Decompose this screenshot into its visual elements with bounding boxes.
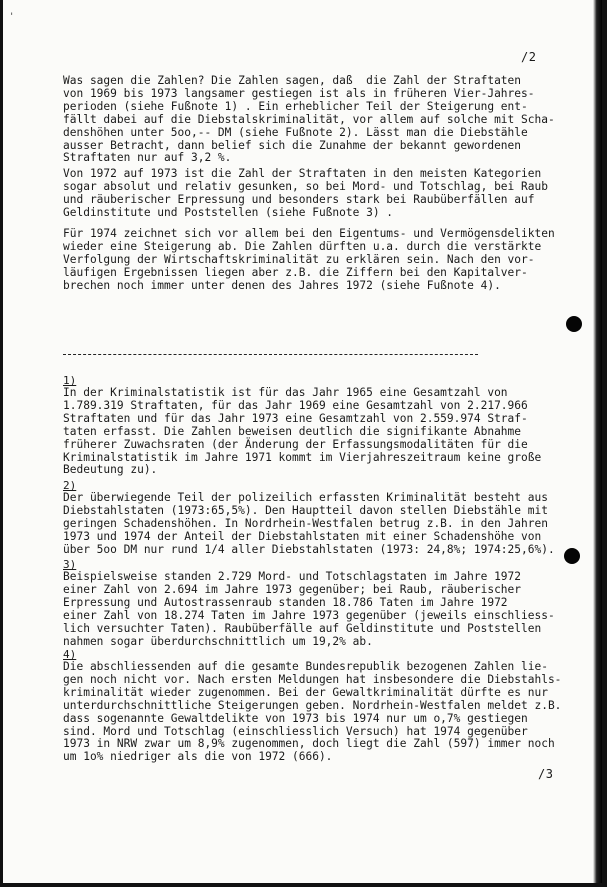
footnote-divider [63, 354, 478, 355]
footnote-1-text: In der Kriminalstatistik ist für das Jahr 1965 eine Gesamtzahl von 1.789.319 Straftaten, für das Jahr 1969 eine Gesamtzahl von 2.217.966 Straftaten und für das Jahr 1973 eine Gesamtzahl von 2.559.974 Straf- taten erfasst. Die Zahlen beweisen deutlich die signifikante Abnahme früherer Zuwachsraten (der Änderung der Erfassungsmodalitäten für die Kriminalstatistik im Jahre 1971 kommt im Vierjahreszeitraum keine große Bedeutung zu). [63, 386, 542, 477]
footnote-4-text: Die abschliessenden auf die gesamte Bundesrepublik bezogenen Zahlen lie- gen noch nicht vor. Nach ersten Meldungen hat insbesondere die Diebstahls- kriminalität wieder zugenommen. Bei der Gewaltkriminalität dürfte es nur unterdurchschnittliche Steigerungen geben. Nordrhein-Westfalen meldet z.B. dass sogenannte Gewaltdelikte von 1973 bis 1974 nur um o,7% gestiegen sind. Mord und Totschlag (einschliesslich Versuch) hat 1974 gegenüber 1973 in NRW zwar um 8,9% zugenommen, doch liegt die Zahl (597) immer noch um 1o% niedriger als die von 1972 (666). [63, 660, 562, 764]
paragraph-3: Für 1974 zeichnet sich vor allem bei den Eigentums- und Vermögensdelikten wieder eine Steigerung ab. Die Zahlen dürften u.a. durch die verstärkte Verfolgung der Wirtschaftskriminalität zu erklären sein. Nach den vor- läufigen Ergebnissen liegen aber z.B. die Ziffern bei den Kapitalver- brechen noch immer unter denen des Jahres 1972 (siehe Fußnote 4). [63, 227, 555, 292]
footnote-3-number: 3) [63, 558, 77, 571]
footnote-3-text: Beispielsweise standen 2.729 Mord- und Totschlagstaten im Jahre 1972 einer Zahl von 2.694 im Jahre 1973 gegenüber; bei Raub, räuberischer Erpressung und Autostrassenraub standen 18.786 Taten im Jahre 1972 einer Zahl von 18.274 Taten im Jahre 1973 gegenüber (jeweils einschliess- lich versuchter Taten). Raubüberfälle auf Geldinstitute und Poststellen nahmen sogar überdurchschnittlich um 19,2% ab. [63, 570, 555, 648]
footnote-2-text: Der überwiegende Teil der polizeilich erfassten Kriminalität besteht aus Diebstahlstaten (1973:65,5%). Den Hauptteil davon stellen Diebstähle mit geringen Schadenshöhen. In Nordrhein-Westfalen betrug z.B. in den Jahren 1973 und 1974 der Anteil der Diebstahlstaten mit einer Schadenshöhe von über 5oo DM nur rund 1/4 aller Diebstahlstaten (1973: 24,8%; 1974:25,6%). [63, 491, 555, 556]
footnote-1-number: 1) [63, 374, 77, 387]
footnote-4-number: 4) [63, 648, 77, 661]
corner-mark: ' [9, 12, 15, 22]
page-number-top: /2 [521, 50, 537, 64]
punch-hole-upper [566, 316, 582, 332]
page-number-bottom: /3 [538, 767, 554, 781]
punch-hole-lower [564, 548, 580, 564]
footnote-2-number: 2) [63, 479, 77, 492]
paragraph-1: Was sagen die Zahlen? Die Zahlen sagen, daß die Zahl der Straftaten von 1969 bis 1973 langsamer gestiegen ist als in früheren Vier-Jahres- perioden (siehe Fußnote 1) . Ein erheblicher Teil der Steigerung ent- fällt dabei auf die Diebstalskriminalität, vor allem auf solche mit Scha- denshöhen unter 5oo,-- DM (siehe Fußnote 2). Lässt man die Diebstähle ausser Betracht, dann belief sich die Zunahme der bekannt gewordenen Straftaten nur auf 3,2 %. [63, 74, 555, 165]
paragraph-2: Von 1972 auf 1973 ist die Zahl der Straftaten in den meisten Kategorien sogar absolut und relativ gesunken, so bei Mord- und Totschlag, bei Raub und räuberischer Erpressung und besonders stark bei Raubüberfällen auf Geldinstitute und Poststellen (siehe Fußnote 3) . [63, 167, 548, 219]
scan-edge-shadow [593, 0, 602, 883]
